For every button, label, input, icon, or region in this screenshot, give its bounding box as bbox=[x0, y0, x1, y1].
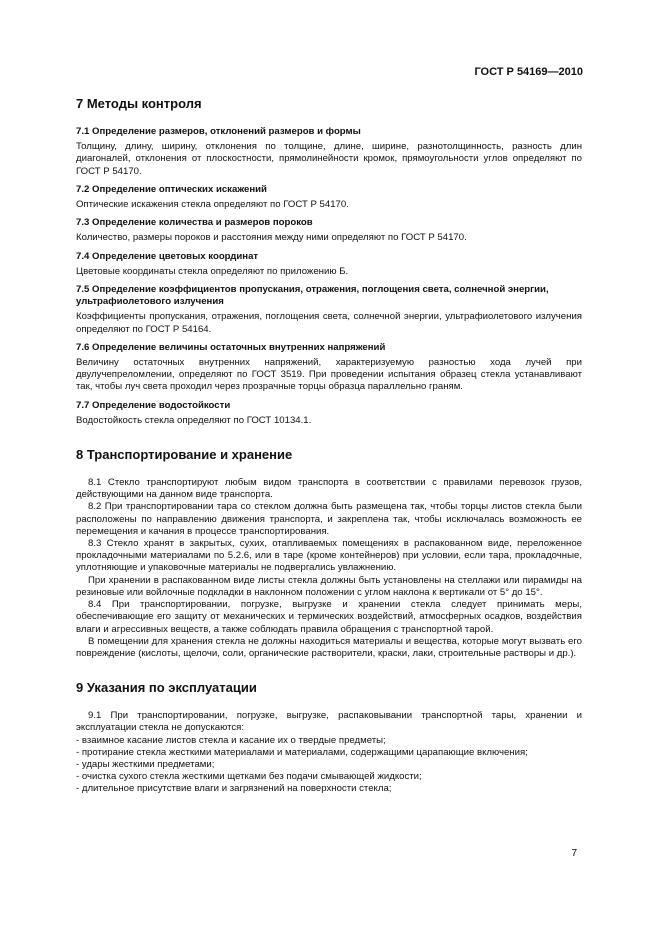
paragraph-7-7: Водостойкость стекла определяют по ГОСТ 10134.1. bbox=[76, 414, 312, 426]
subsection-7-1-title: 7.1 Определение размеров, отклонений размеров и формы bbox=[76, 126, 361, 137]
list-item: - удары жесткими предметами; bbox=[76, 758, 215, 770]
paragraph-9-1: 9.1 При транспортировании, погрузке, выгрузке, распаковывании транспортной тары, хранении и эксплуатации стекла не допускаются: bbox=[76, 710, 582, 734]
paragraph-8-3: 8.3 Стекло хранят в закрытых, сухих, отапливаемых помещениях в распакованном виде, переложенное прокладочными материалами по 5.2.6, или в таре (кроме контейнеров) при условии, если тара, прокладочные, уплотняющие и упаковочные материалы не подвергались увлажнению. bbox=[76, 538, 582, 574]
paragraph-7-6: Величину остаточных внутренних напряжений, характеризуемую разностью хода лучей при двулучепреломлении, определяют по ГОСТ 3519. При проведении испытания образец стекла устанавливают так, чтобы луч света проходил через прозрачные торцы образца параллельно граням. bbox=[76, 357, 582, 393]
paragraph-8-1: 8.1 Стекло транспортируют любым видом транспорта в соответствии с правилами перевозок грузов, действующими на данном виде транспорта. bbox=[76, 477, 582, 501]
paragraph-7-3: Количество, размеры пороков и расстояния между ними определяют по ГОСТ Р 54170. bbox=[76, 232, 467, 244]
page-content bbox=[76, 92, 582, 796]
subsection-7-7-title: 7.7 Определение водостойкости bbox=[76, 399, 231, 411]
paragraph-7-1: Толщину, длину, ширину, отклонения по толщине, длине, ширине, разнотолщинность, разность длин диагоналей, отклонения от плоскостности, прямолинейности кромок, прямоугольности углов определяют по ГОСТ Р 54170. bbox=[76, 141, 582, 177]
paragraph-8-2: 8.2 При транспортировании тара со стеклом должна быть размещена так, чтобы торцы листов стекла были расположены по направлению движения транспорта, и закреплена так, чтобы исключалась возможность ее перемещения и качания в процессе транспортирования. bbox=[76, 501, 582, 537]
section-9-title: 9 Указания по эксплуатации bbox=[76, 680, 257, 696]
section-7-title: 7 Методы контроля bbox=[76, 96, 202, 111]
subsection-7-3-title: 7.3 Определение количества и размеров пороков bbox=[76, 217, 313, 229]
paragraph-8-4-premises: В помещении для хранения стекла не должны находиться материалы и вещества, которые могут вызвать его повреждение (кислоты, щелочи, соли, органические растворители, краски, лаки, строительные растворы и др.). bbox=[76, 635, 582, 659]
paragraph-7-5: Коэффициенты пропускания, отражения, поглощения света, солнечной энергии, ультрафиолетового излучения определяют по ГОСТ Р 54164. bbox=[76, 311, 582, 335]
standard-header: ГОСТ Р 54169—2010 bbox=[474, 66, 583, 78]
list-item: - взаимное касание листов стекла и касание их о твердые предметы; bbox=[76, 734, 386, 746]
paragraph-8-4: 8.4 При транспортировании, погрузке, выгрузке и хранении стекла следует принимать меры, обеспечивающие его защиту от механических и термических воздействий, атмосферных осадков, воздействия влаги и агрессивных веществ, а также соблюдать правила обращения с транспортной тарой. bbox=[76, 599, 582, 635]
paragraph-7-2: Оптические искажения стекла определяют по ГОСТ Р 54170. bbox=[76, 199, 349, 211]
subsection-7-2-title: 7.2 Определение оптических искажений bbox=[76, 183, 267, 195]
list-item: - протирание стекла жесткими материалами и материалами, содержащими царапающие включения; bbox=[76, 746, 528, 758]
list-item: - длительное присутствие влаги и загрязнений на поверхности стекла; bbox=[76, 783, 392, 795]
section-8-title: 8 Транспортирование и хранение bbox=[76, 447, 293, 463]
page-number: 7 bbox=[571, 848, 577, 859]
subsection-7-5-title: 7.5 Определение коэффициентов пропускания, отражения, поглощения света, солнечной энергии, ультрафиолетового излучения bbox=[76, 284, 549, 308]
subsection-7-6-title: 7.6 Определение величины остаточных внутренних напряжений bbox=[76, 341, 386, 353]
subsection-7-4-title: 7.4 Определение цветовых координат bbox=[76, 250, 259, 262]
list-item: - очистка сухого стекла жесткими щетками без подачи смывающей жидкости; bbox=[76, 771, 422, 783]
paragraph-7-4: Цветовые координаты стекла определяют по приложению Б. bbox=[76, 265, 349, 277]
paragraph-8-3-storage: При хранении в распакованном виде листы стекла должны быть установлены на стеллажи или пирамиды на резиновые или войлочные подкладки в наклонном положении с углом наклона к вертикали от 5° до 15°. bbox=[76, 574, 582, 598]
